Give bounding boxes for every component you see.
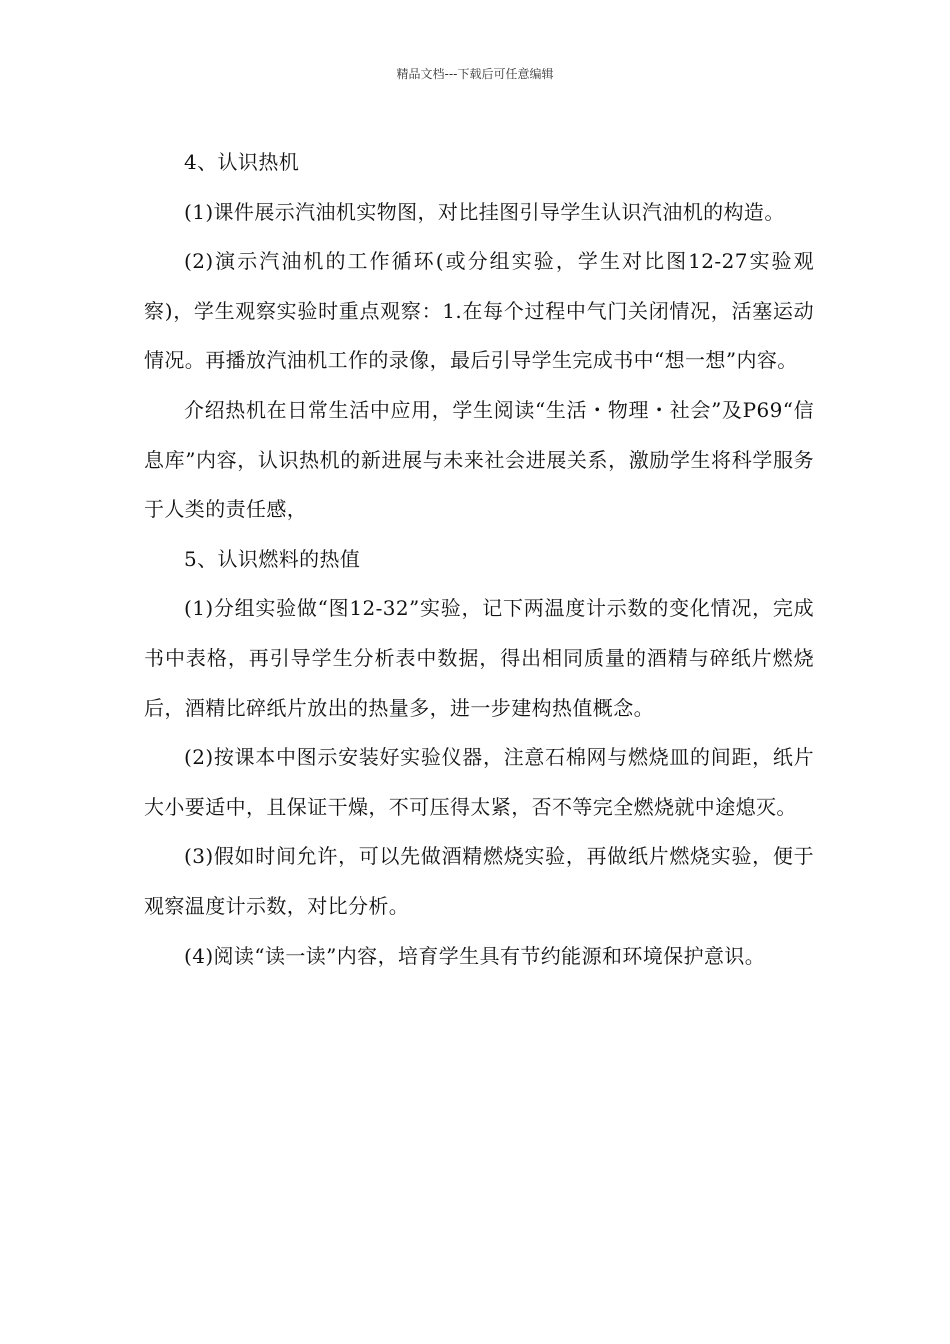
document-body: [144, 138, 814, 981]
paragraph-item-4-reading: (4)阅读“读一读”内容，培育学生具有节约能源和环境保护意识。: [184, 943, 766, 968]
paragraph-item-1: (1)课件展示汽油机实物图，对比挂图引导学生认识汽油机的构造。: [184, 199, 785, 224]
header-watermark: 精品文档---下载后可任意编辑: [396, 67, 554, 81]
paragraph-item-1-experiment: (1)分组实验做“图12-32”实验，记下两温度计示数的变化情况，完成书中表格，再引导学生分析表中数据，得出相同质量的酒精与碎纸片燃烧后，酒精比碎纸片放出的热量多，进一步建构热值概念。: [144, 596, 814, 720]
section-heading-5: 5、认识燃料的热值: [184, 546, 361, 571]
paragraph-heat-engine-application: 介绍热机在日常生活中应用，学生阅读“生活・物理・社会”及P69“信息库”内容，认识热机的新进展与未来社会进展关系，激励学生将科学服务于人类的责任感，: [144, 397, 814, 522]
section-heading-4: 4、认识热机: [184, 150, 300, 174]
paragraph-item-2-setup: (2)按课本中图示安装好实验仪器，注意石棉网与燃烧皿的间距，纸片大小要适中，且保证干燥，不可压得太紧，否不等完全燃烧就中途熄灭。: [144, 745, 814, 819]
paragraph-item-2: (2)演示汽油机的工作循环(或分组实验，学生对比图12-27实验观察)，学生观察实验时重点观察：1.在每个过程中气门关闭情况，活塞运动情况。再播放汽油机工作的录像，最后引导学生完成书中“想一想”内容。: [144, 249, 814, 373]
paragraph-item-3-time: (3)假如时间允许，可以先做酒精燃烧实验，再做纸片燃烧实验，便于观察温度计示数，对比分析。: [144, 844, 814, 918]
